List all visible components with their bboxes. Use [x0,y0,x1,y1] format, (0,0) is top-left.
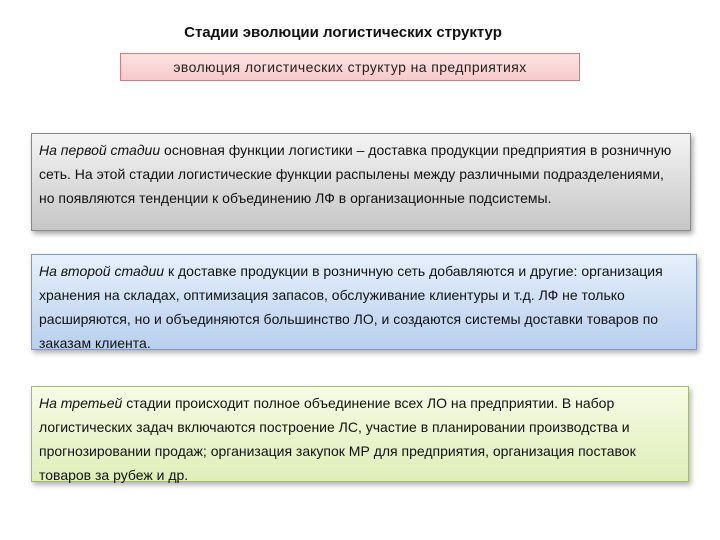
stage-1-lead: На первой стадии [39,142,161,158]
stage-3-text: стадии происходит полное объединение всех ЛО на предприятии. В набор логистических задач включаются построение ЛС, участие в планировании производства и прогнозировании продаж; организация закупок МР для предприятия, организация поставок товаров за рубеж и др. [39,395,636,483]
page-title: Стадии эволюции логистических структур [184,24,502,41]
stage-2-box [31,254,697,350]
subtitle-banner: эволюция логистических структур на предприятиях [120,53,580,81]
stage-2-lead: На второй стадии [39,263,165,279]
stage-1-box [31,133,691,231]
stage-3-box [31,386,689,482]
stage-3-lead: На третьей [39,395,123,411]
stage-1-text: основная функции логистики – доставка продукции предприятия в розничную сеть. На этой стадии логистические функции распылены между различными подразделениями, но появляются тенденции к объединению ЛФ в организационные подсистемы. [39,142,672,206]
stage-2-text: к доставке продукции в розничную сеть добавляются и другие: организация хранения на складах, оптимизация запасов, обслуживание клиентуры и т.д. ЛФ не только расширяются, но и объединяются большинство ЛО, и создаются системы доставки товаров по заказам клиента. [39,263,663,351]
